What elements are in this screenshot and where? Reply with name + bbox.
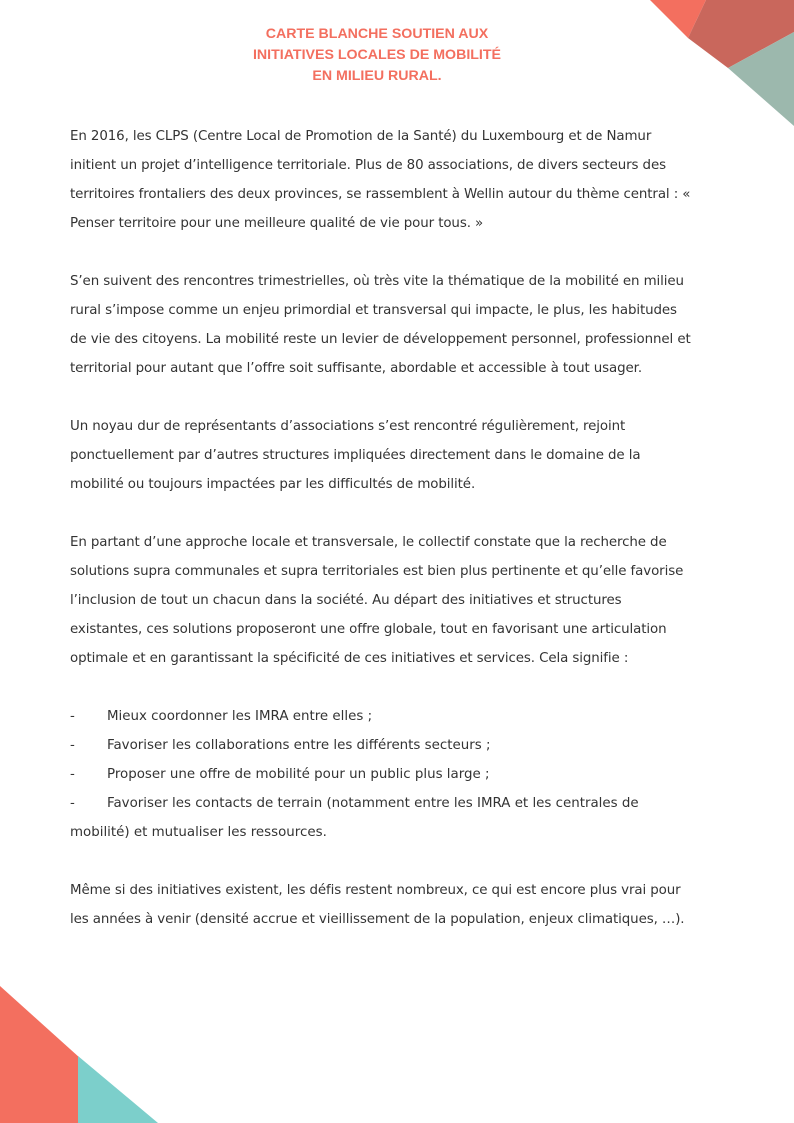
- paragraph-4: En partant d’une approche locale et transversale, le collectif constate que la recherche de solutions supra communales et supra territoriales est bien plus pertinente et qu’elle favorise l’inclusion de tout un chacun dans la société. Au départ des initiatives et structures existantes, ces solutions proposeront une offre globale, tout en favorisant une articulation optimale et en garantissant la spécificité de ces initiatives et services. Cela signifie :: [70, 535, 684, 666]
- coral-shape: [0, 986, 80, 1123]
- list-item: [70, 731, 694, 760]
- list-dash: -: [70, 738, 75, 753]
- title-line-2: INITIATIVES LOCALES DE MOBILITÉ: [252, 47, 502, 63]
- teal-triangle: [78, 1056, 158, 1123]
- title-line-1: CARTE BLANCHE SOUTIEN AUX: [265, 26, 489, 42]
- list-dash: -: [70, 796, 75, 811]
- rust-shape: [688, 0, 794, 68]
- list-item: [70, 789, 694, 847]
- corner-decoration-top-right: [644, 0, 794, 130]
- list-item-text: Favoriser les contacts de terrain (notamment entre les IMRA et les centrales de mobilité) et mutualiser les ressources.: [70, 796, 639, 840]
- list-item: [70, 702, 694, 731]
- document-body: [70, 122, 694, 963]
- corner-decoration-bottom-left: [0, 983, 160, 1123]
- coral-triangle: [650, 0, 706, 38]
- document-title: [200, 24, 554, 87]
- paragraph-2: S’en suivent des rencontres trimestrielles, où très vite la thématique de la mobilité en milieu rural s’impose comme un enjeu primordial et transversal qui impacte, le plus, les habitudes de vie des citoyens. La mobilité reste un levier de développement personnel, professionnel et territorial pour autant que l’offre soit suffisante, abordable et accessible à tout usager.: [70, 274, 691, 376]
- paragraph-3: Un noyau dur de représentants d’associations s’est rencontré régulièrement, rejoint ponctuellement par d’autres structures impliquées directement dans le domaine de la mobilité ou toujours impactées par les difficultés de mobilité.: [70, 419, 641, 492]
- title-line-3: EN MILIEU RURAL.: [312, 68, 442, 84]
- closing-paragraph: Même si des initiatives existent, les défis restent nombreux, ce qui est encore plus vrai pour les années à venir (densité accrue et vieillissement de la population, enjeux climatiques, …).: [70, 883, 685, 927]
- paragraph-1: En 2016, les CLPS (Centre Local de Promotion de la Santé) du Luxembourg et de Namur initient un projet d’intelligence territoriale. Plus de 80 associations, de divers secteurs des territoires frontaliers des deux provinces, se rassemblent à Wellin autour du thème central : « Penser territoire pour une meilleure qualité de vie pour tous. »: [70, 129, 691, 231]
- list-item: [70, 760, 694, 789]
- list-dash: -: [70, 767, 75, 782]
- list-item-text: Proposer une offre de mobilité pour un public plus large ;: [107, 767, 490, 782]
- sage-triangle: [728, 32, 794, 126]
- list-item-text: Mieux coordonner les IMRA entre elles ;: [107, 709, 373, 724]
- list-item-text: Favoriser les collaborations entre les différents secteurs ;: [107, 738, 491, 753]
- objectives-list: [70, 702, 694, 847]
- list-dash: -: [70, 709, 75, 724]
